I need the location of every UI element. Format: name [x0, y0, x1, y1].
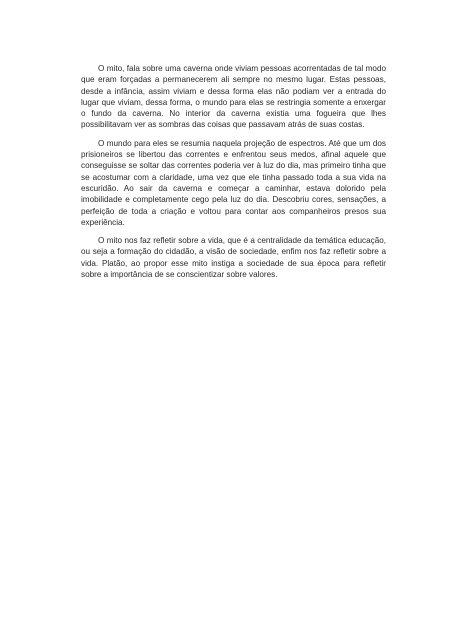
- paragraph-1: O mito, fala sobre uma caverna onde viviam pessoas acorrentadas de tal modo que eram forçadas a permanecerem ali sempre no mesmo lugar. Estas pessoas, desde a infância, assim viviam e dessa forma elas não podiam ver a entrada do lugar que viviam, dessa forma, o mundo para elas se restringia somente a enxergar o fundo da caverna. No interior da caverna existia uma fogueira que lhes possibilitavam ver as sombras das coisas que passavam atrás de suas costas.: [81, 64, 386, 130]
- document-body: [81, 63, 386, 280]
- paragraph-3: O mito nos faz refletir sobre a vida, que é a centralidade da temática educação, ou seja a formação do cidadão, a visão de sociedade, enfim nos faz refletir sobre a vida. Platão, ao propor esse mito instiga a sociedade de sua época para refletir sobre a importância de se conscientizar sobre valores.: [81, 236, 386, 280]
- paragraph-2: O mundo para eles se resumia naquela projeção de espectros. Até que um dos prisioneiros se libertou das correntes e enfrentou seus medos, afinal aquele que conseguisse se soltar das correntes poderia ver à luz do dia, mas primeiro tinha que se acostumar com a claridade, uma vez que ele tinha passado toda a sua vida na escuridão. Ao sair da caverna e começar a caminhar, estava dolorido pela imobilidade e completamente cego pela luz do dia. Descobriu cores, sensações, a perfeição de toda a criação e voltou para contar aos companheiros presos sua experiência.: [81, 138, 386, 227]
